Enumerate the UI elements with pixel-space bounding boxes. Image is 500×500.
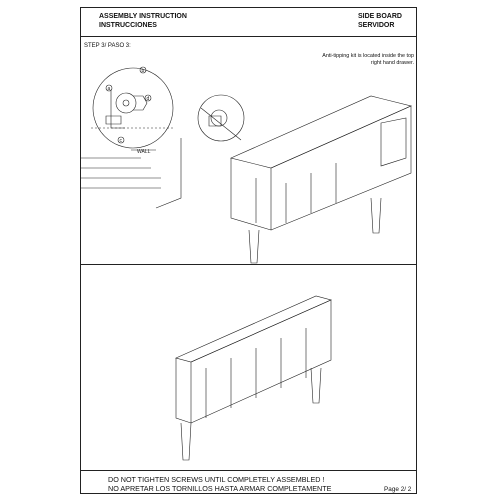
instruction-sheet [80, 7, 417, 494]
wall-label: WALL [137, 149, 151, 155]
callout-b: b [141, 68, 145, 74]
callout-a: a [107, 86, 111, 92]
warning-english: DO NOT TIGHTEN SCREWS UNTIL COMPLETELY ASSEMBLED ! [108, 475, 325, 484]
anti-tipping-note: Anti-tipping kit is located inside the top right hand drawer. [322, 53, 414, 66]
step-label: STEP 3/ PASO 3: [84, 43, 131, 49]
product-english: SIDE BOARD [358, 13, 402, 20]
assembly-warning [108, 475, 331, 493]
footer-divider [81, 470, 416, 471]
product-spanish: SERVIDOR [358, 22, 395, 29]
sideboard-closed-illustration [81, 8, 418, 495]
page-number: Page 2/ 2 [384, 486, 412, 493]
warning-spanish: NO APRETAR LOS TORNILLOS HASTA ARMAR COMPLETAMENTE [108, 484, 332, 493]
callout-c: c [119, 138, 122, 144]
title-spanish: INSTRUCCIONES [99, 22, 157, 29]
callout-d: d [146, 96, 150, 102]
title-english: ASSEMBLY INSTRUCTION [99, 13, 187, 20]
